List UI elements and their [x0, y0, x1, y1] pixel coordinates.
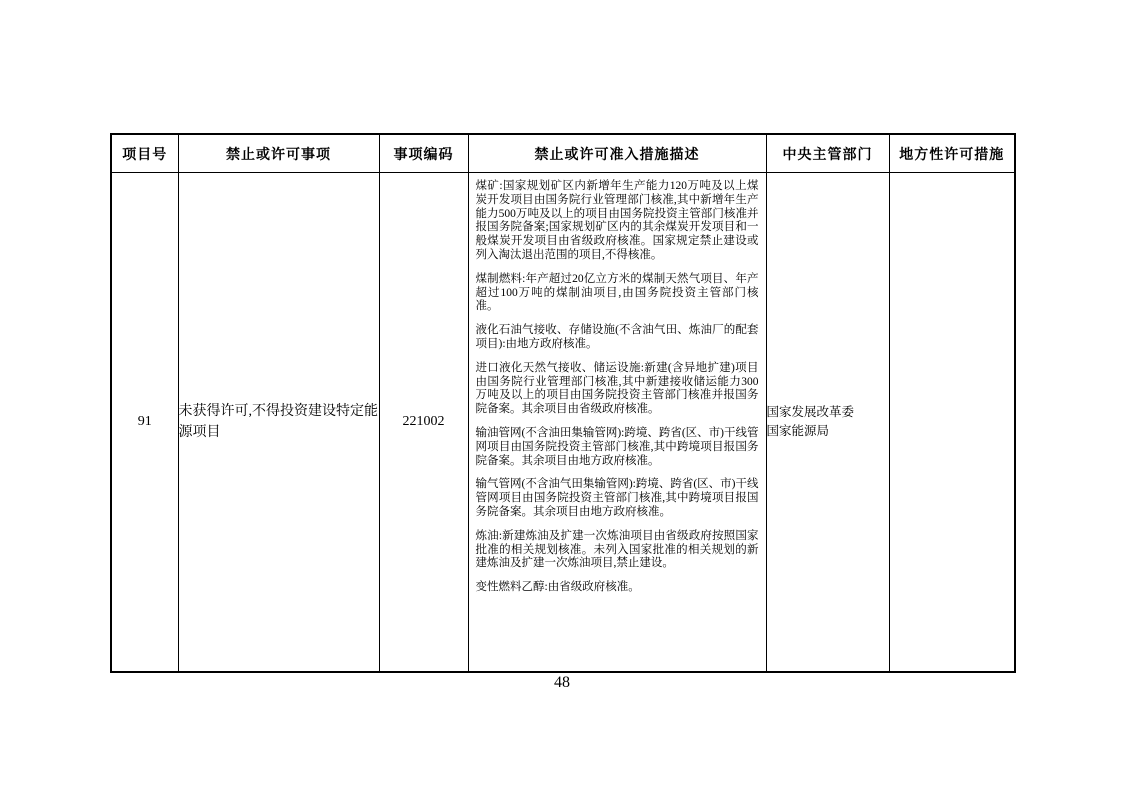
- central-departments: [767, 403, 889, 441]
- measure-paragraph: 输油管网(不含油田集输管网):跨境、跨省(区、市)干线管网项目由国务院投资主管部门核准,其中跨境项目报国务院备案。其余项目由地方政府核准。: [475, 426, 759, 467]
- table-header-row: [111, 134, 1015, 173]
- header-prohibited-or-permitted-item: 禁止或许可事项: [178, 134, 379, 173]
- cell-project-no: 91: [111, 173, 178, 672]
- header-local-permit-measures: 地方性许可措施: [889, 134, 1015, 173]
- measure-paragraph: 液化石油气接收、存储设施(不含油气田、炼油厂的配套项目):由地方政府核准。: [475, 324, 759, 350]
- negative-list-table: [110, 133, 1016, 673]
- central-department-line: 国家能源局: [766, 423, 830, 438]
- header-item-code: 事项编码: [379, 134, 468, 173]
- header-central-department: 中央主管部门: [766, 134, 889, 173]
- measure-paragraph: 输气管网(不含油气田集输管网):跨境、跨省(区、市)干线管网项目由国务院投资主管部门核准,其中跨境项目报国务院备案。其余项目由地方政府核准。: [475, 478, 759, 518]
- cell-central-department: [766, 173, 889, 672]
- header-project-no: 项目号: [111, 134, 178, 173]
- measure-paragraph: 炼油:新建炼油及扩建一次炼油项目由省级政府按照国家批准的相关规划核准。未列入国家批准的相关规划的新建炼油及扩建一次炼油项目,禁止建设。: [475, 529, 759, 570]
- measure-paragraph: 煤矿:国家规划矿区内新增年生产能力120万吨及以上煤炭开发项目由国务院行业管理部门核准,其中新增年生产能力500万吨及以上的项目由国务院投资主管部门核准并报国务院备案;国家规划矿区内的其余煤炭开发项目和一般煤炭开发项目由省级政府核准。国家规定禁止建设或列入淘汰退出范围的项目,不得核准。: [475, 180, 759, 261]
- measures-paragraphs: [469, 173, 766, 609]
- measure-paragraph: 进口液化天然气接收、储运设施:新建(含异地扩建)项目由国务院行业管理部门核准,其中新建接收储运能力300万吨及以上的项目由国务院投资主管部门核准并报国务院备案。其余项目由省级政府核准。: [475, 361, 759, 416]
- central-department-line: 国家发展改革委: [766, 404, 855, 419]
- measure-paragraph: 变性燃料乙醇:由省级政府核准。: [475, 581, 640, 594]
- measure-paragraph: 煤制燃料:年产超过20亿立方米的煤制天然气项目、年产超过100万吨的煤制油项目,由国务院投资主管部门核准。: [475, 272, 759, 313]
- cell-measure-description: [468, 173, 766, 672]
- cell-local-measures: [889, 173, 1015, 672]
- cell-item-code: 221002: [379, 173, 468, 672]
- page-number: 48: [554, 674, 570, 691]
- cell-prohibited-item: 未获得许可,不得投资建设特定能源项目: [178, 173, 379, 672]
- table-row: [111, 173, 1015, 672]
- header-measure-description: 禁止或许可准入措施描述: [468, 134, 766, 173]
